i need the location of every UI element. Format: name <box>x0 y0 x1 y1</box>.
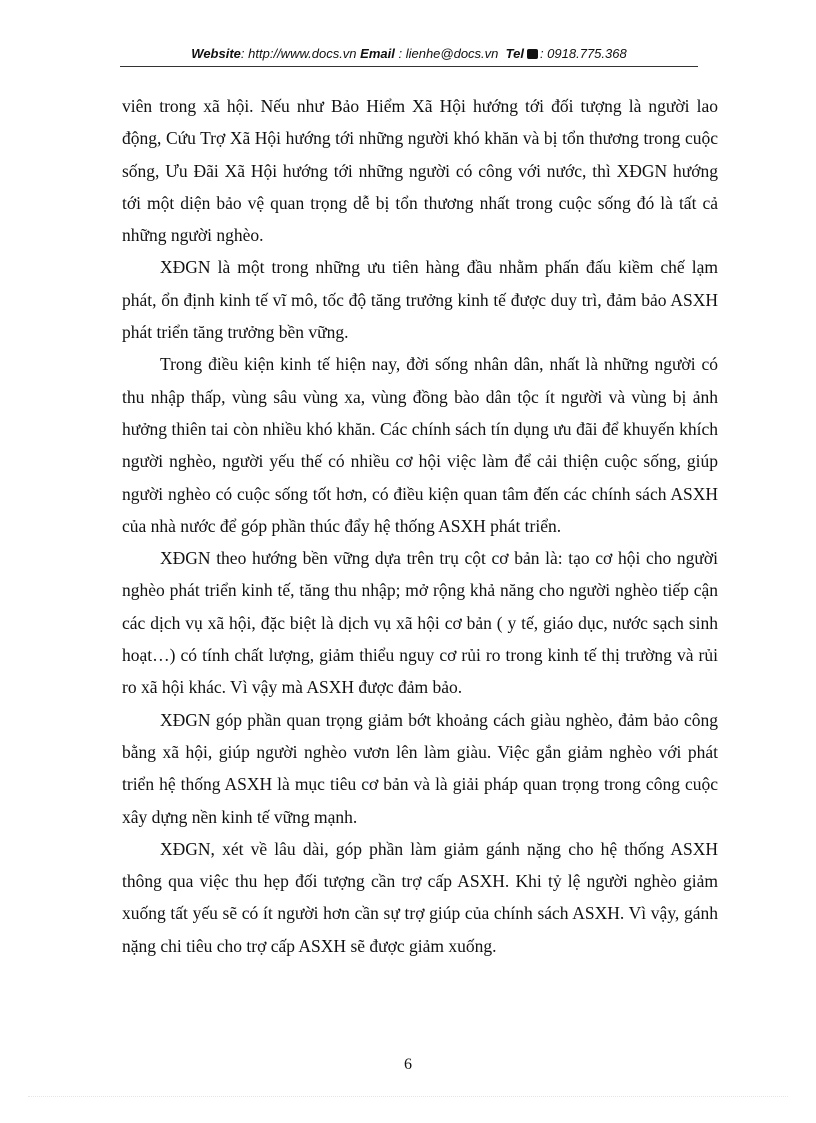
website-url[interactable]: http://www.docs.vn <box>248 46 357 61</box>
tel-value: : 0918.775.368 <box>539 46 627 61</box>
header-divider <box>120 66 698 67</box>
paragraph: XĐGN là một trong những ưu tiên hàng đầu nhằm phấn đấu kiềm chế lạm phát, ổn định kinh tế vĩ mô, tốc độ tăng trưởng kinh tế được duy trì, đảm bảo ASXH phát triển tăng trưởng bền vững. <box>122 257 718 343</box>
phone-icon <box>527 49 538 59</box>
website-separator: : <box>240 46 245 61</box>
paragraph: XĐGN, xét về lâu dài, góp phần làm giảm gánh nặng cho hệ thống ASXH thông qua việc thu hẹp đối tượng cần trợ cấp ASXH. Khi tỷ lệ người nghèo giảm xuống tất yếu sẽ có ít người hơn cần sự trợ giúp của chính sách ASXH. Vì vậy, gánh nặng chi tiêu cho trợ cấp ASXH sẽ được giảm xuống. <box>122 838 718 956</box>
email-value[interactable]: : lienhe@docs.vn <box>398 46 499 61</box>
paragraph: Trong điều kiện kinh tế hiện nay, đời sống nhân dân, nhất là những người có thu nhập thấp, vùng sâu vùng xa, vùng đồng bào dân tộc ít người và vùng bị ảnh hưởng thiên tai còn nhiều khó khăn. Các chính sách tín dụng ưu đãi để khuyến khích người nghèo, người yếu thế có nhiều cơ hội việc làm để cải thiện cuộc sống, giúp người nghèo có cuộc sống tốt hơn, có điều kiện quan tâm đến các chính sách ASXH của nhà nước để góp phần thúc đẩy hệ thống ASXH phát triển. <box>122 354 718 536</box>
website-label: Website <box>191 46 241 61</box>
document-body <box>122 90 718 962</box>
page-header <box>120 46 698 61</box>
paragraph: viên trong xã hội. Nếu như Bảo Hiểm Xã Hội hướng tới đối tượng là người lao động, Cứu Trợ Xã Hội hướng tới những người khó khăn và bị tổn thương trong cuộc sống, Ưu Đãi Xã Hội hướng tới những người có công với nước, thì XĐGN hướng tới một diện bảo vệ quan trọng dễ bị tổn thương nhất trong cuộc sống đó là tất cả những người nghèo. <box>122 96 718 246</box>
page-number: 6 <box>404 1056 412 1073</box>
email-label: Email <box>360 46 395 61</box>
tel-label: Tel <box>505 46 524 61</box>
paragraph: XĐGN góp phần quan trọng giảm bớt khoảng cách giàu nghèo, đảm bảo công bằng xã hội, giúp người nghèo vươn lên làm giàu. Việc gắn giảm nghèo với phát triển hệ thống ASXH là mục tiêu cơ bản và là giải pháp quan trọng trong công cuộc xây dựng nền kinh tế vững mạnh. <box>122 709 718 827</box>
footer-divider <box>28 1096 788 1097</box>
paragraph: XĐGN theo hướng bền vững dựa trên trụ cột cơ bản là: tạo cơ hội cho người nghèo phát triển kinh tế, tăng thu nhập; mở rộng khả năng cho người nghèo tiếp cận các dịch vụ xã hội, đặc biệt là dịch vụ xã hội cơ bản ( y tế, giáo dục, nước sạch sinh hoạt…) có tính chất lượng, giảm thiểu nguy cơ rủi ro trong kinh tế thị trường và rủi ro xã hội khác. Vì vậy mà ASXH được đảm bảo. <box>122 548 718 698</box>
